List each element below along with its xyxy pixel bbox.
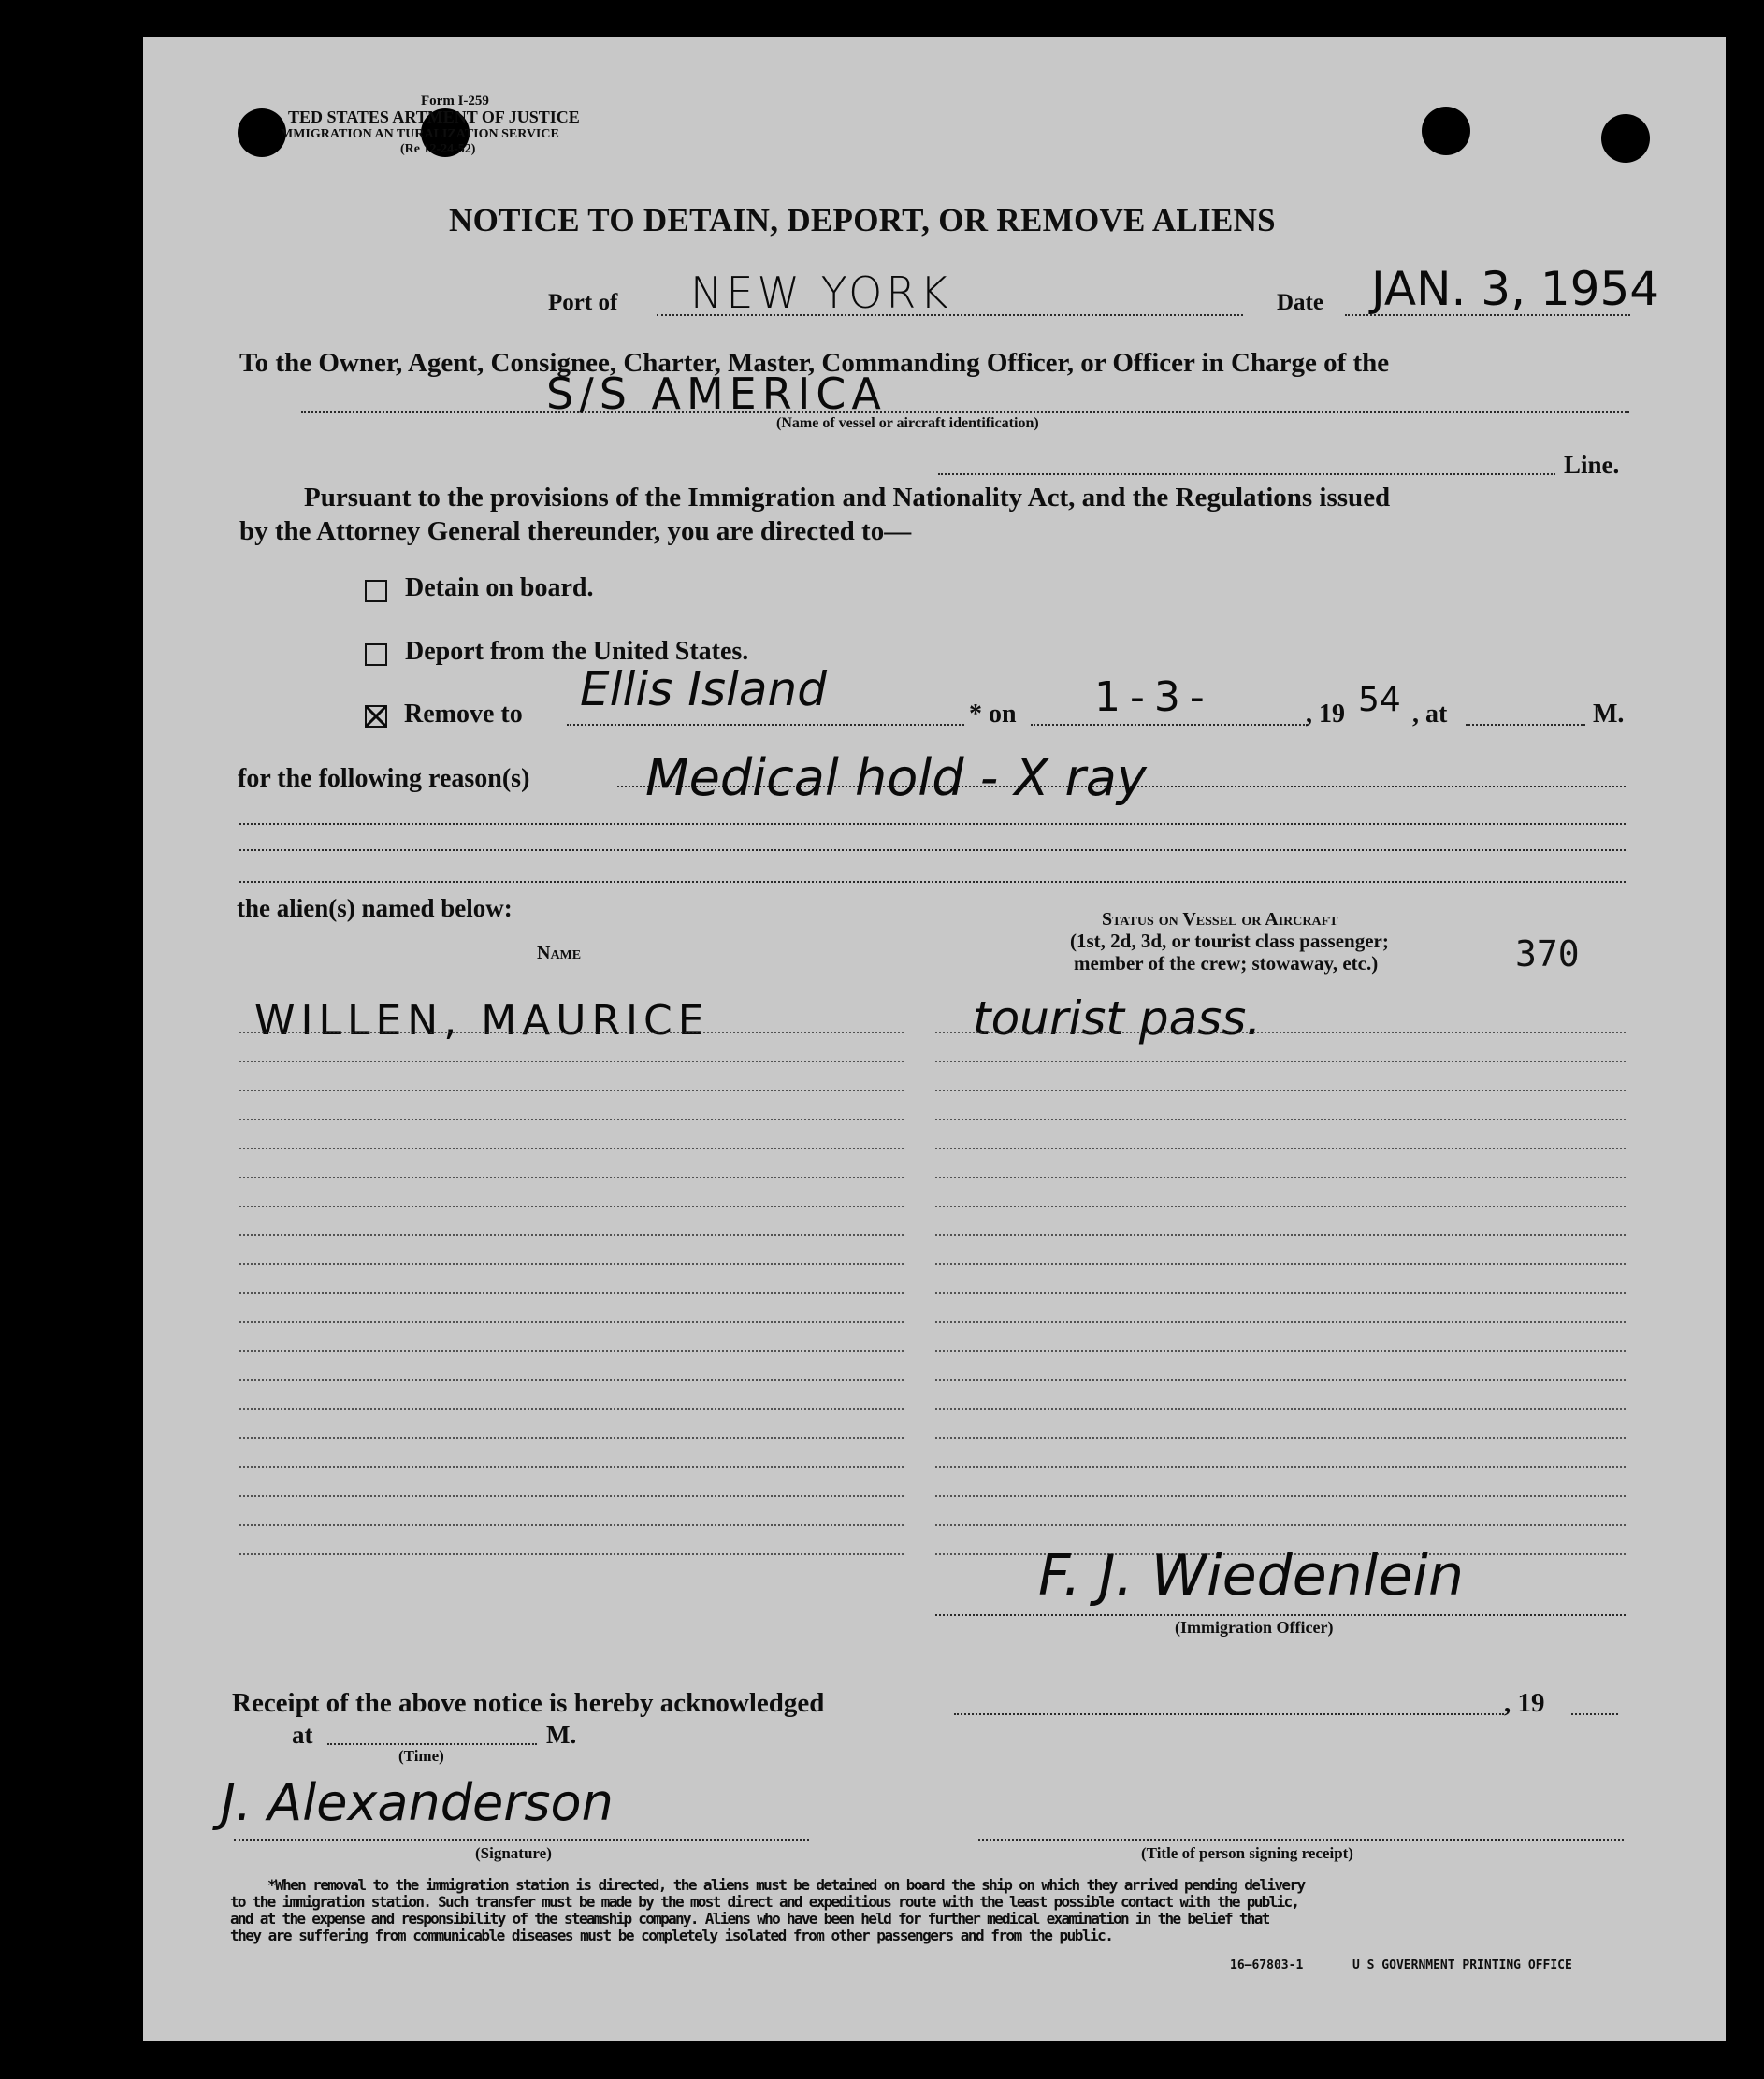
status-header-2: (1st, 2d, 3d, or tourist class passenger; <box>1070 930 1389 952</box>
reason-value[interactable]: Medical hold - X ray <box>645 748 1147 807</box>
receipt-m-label: M. <box>546 1721 577 1749</box>
detain-checkbox[interactable] <box>365 580 387 602</box>
passenger-number: 370 <box>1515 933 1580 975</box>
revision-date: (Re 12-24-52) <box>400 142 476 156</box>
addressee-text: To the Owner, Agent, Consignee, Charter, Master, Commanding Officer, or Officer in Charge of the <box>239 348 1390 378</box>
receipt-date-line <box>954 1713 1504 1715</box>
title-caption: (Title of person signing receipt) <box>1141 1844 1353 1862</box>
vessel-line <box>301 411 1629 413</box>
agency-line-2: MMIGRATION AN TURALIZATION SERVICE <box>281 127 559 141</box>
vessel-caption: (Name of vessel or aircraft identification) <box>776 415 1039 431</box>
officer-signature-line <box>935 1614 1626 1616</box>
date-value[interactable]: JAN. 3, 1954 <box>1371 262 1660 316</box>
receipt-text: Receipt of the above notice is hereby acknowledged <box>232 1688 825 1718</box>
officer-caption: (Immigration Officer) <box>1175 1618 1334 1637</box>
aliens-intro: the alien(s) named below: <box>237 894 513 922</box>
receipt-title-line <box>978 1839 1624 1841</box>
line-name-line <box>938 473 1555 475</box>
reason-label: for the following reason(s) <box>238 764 530 793</box>
footnote-line-2: to the immigration station. Such transfer must be made by the most direct and expeditious route with the least possible contact with the public, <box>230 1893 1299 1911</box>
receipt-signature-line <box>234 1839 809 1841</box>
footnote-line-1: *When removal to the immigration station is directed, the aliens must be detained on board the ship on which they arrived pending delivery <box>267 1876 1305 1894</box>
port-label: Port of <box>548 290 618 315</box>
printer-office: U S GOVERNMENT PRINTING OFFICE <box>1352 1958 1572 1972</box>
form-title: NOTICE TO DETAIN, DEPORT, OR REMOVE ALIENS <box>449 202 1276 238</box>
deport-checkbox[interactable] <box>365 643 387 666</box>
destination-line <box>567 724 964 726</box>
form-number: Form I-259 <box>421 94 489 108</box>
year-value[interactable]: 54 <box>1358 681 1401 719</box>
receipt-year-label: , 19 <box>1504 1688 1545 1718</box>
vessel-value[interactable]: S/S AMERICA <box>546 368 887 419</box>
alien-name[interactable]: WILLEN, MAURICE <box>254 997 710 1045</box>
on-date-value[interactable]: 1-3- <box>1094 673 1214 721</box>
printer-code: 16—67803-1 <box>1230 1958 1304 1972</box>
receipt-at-label: at <box>292 1721 313 1749</box>
time-caption: (Time) <box>398 1747 444 1765</box>
footnote-line-4: they are suffering from communicable diseases must be completely isolated from other passengers and from the public. <box>230 1927 1113 1944</box>
status-header-3: member of the crew; stowaway, etc.) <box>1074 952 1379 975</box>
check-x-icon <box>364 704 388 729</box>
m-label: M. <box>1593 700 1625 729</box>
on-label: * on <box>969 700 1017 729</box>
punch-hole <box>1601 114 1650 163</box>
footnote-line-3: and at the expense and responsibility of the steamship company. Aliens who have been held for further medical examination in the belief that <box>230 1910 1269 1927</box>
year-prefix: , 19 <box>1306 700 1345 729</box>
remove-checkbox[interactable] <box>365 705 387 728</box>
receipt-signature: J. Alexanderson <box>221 1773 614 1832</box>
at-label: , at <box>1412 700 1448 729</box>
agency-line-1: TED STATES ARTMENT OF JUSTICE <box>288 108 580 126</box>
detain-label: Detain on board. <box>405 573 594 602</box>
pursuant-line-1: Pursuant to the provisions of the Immigration and Nationality Act, and the Regulations issued <box>304 483 1391 513</box>
line-suffix: Line. <box>1564 451 1620 479</box>
status-header-1: Status on Vessel or Aircraft <box>1102 909 1338 930</box>
reason-line-2 <box>239 823 1626 825</box>
receipt-year-line <box>1571 1713 1618 1715</box>
officer-signature: F. J. Wiedenlein <box>1038 1543 1464 1609</box>
receipt-time-line <box>327 1743 537 1745</box>
date-label: Date <box>1277 290 1323 315</box>
punch-hole <box>1422 107 1470 155</box>
reason-line-4 <box>239 881 1626 883</box>
at-time-line <box>1466 724 1585 726</box>
port-value[interactable]: NEW YORK <box>690 267 952 318</box>
name-header: Name <box>537 943 582 963</box>
remove-label: Remove to <box>404 700 523 729</box>
pursuant-line-2: by the Attorney General thereunder, you are directed to— <box>239 516 912 546</box>
on-date-line <box>1031 724 1308 726</box>
reason-line-3 <box>239 849 1626 851</box>
deport-label: Deport from the United States. <box>405 637 749 666</box>
signature-caption: (Signature) <box>475 1844 552 1862</box>
destination-value[interactable]: Ellis Island <box>580 662 827 716</box>
punch-hole <box>238 108 286 157</box>
alien-status[interactable]: tourist pass. <box>973 991 1262 1046</box>
